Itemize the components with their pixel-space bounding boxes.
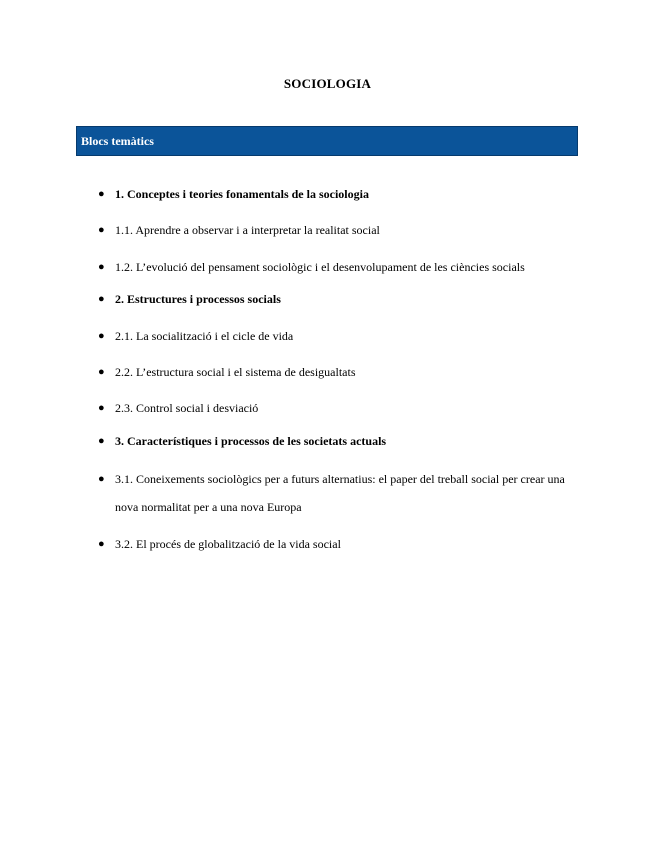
topic-item-2-1 — [98, 322, 588, 350]
topic-heading-2 — [98, 285, 588, 313]
bullet-icon: ● — [98, 261, 105, 273]
bullet-icon: ● — [98, 538, 105, 550]
topic-item-1-1 — [98, 216, 588, 244]
topic-item-2-3 — [98, 394, 588, 422]
topic-heading-1 — [98, 180, 588, 208]
topic-heading-text: 3. Característiques i processos de les societats actuals — [115, 434, 387, 448]
topic-heading-text: 2. Estructures i processos socials — [115, 292, 281, 306]
bullet-icon: ● — [98, 293, 105, 305]
topic-heading-text: 1. Conceptes i teories fonamentals de la sociologia — [115, 187, 369, 201]
bullet-icon: ● — [98, 224, 105, 236]
topic-item-text: 2.1. La socialització i el cicle de vida — [115, 329, 294, 343]
topic-item-2-2 — [98, 358, 588, 386]
page-title: SOCIOLOGIA — [283, 76, 372, 91]
bullet-icon: ● — [98, 366, 105, 378]
topic-item-text: 2.2. L’estructura social i el sistema de desigualtats — [115, 365, 356, 379]
topic-heading-3 — [98, 427, 588, 455]
topic-item-text: 1.2. L’evolució del pensament sociològic i el desenvolupament de les ciències socials — [115, 260, 525, 274]
topic-item-text: 2.3. Control social i desviació — [115, 401, 259, 415]
section-header-label: Blocs temàtics — [81, 134, 154, 148]
bullet-icon: ● — [98, 435, 105, 447]
topic-item-3-1 — [98, 465, 588, 521]
bullet-icon: ● — [98, 330, 105, 342]
topic-item-text: 3.2. El procés de globalització de la vida social — [115, 537, 341, 551]
topic-item-text: 3.1. Coneixements sociològics per a futurs alternatius: el paper del treball social per crear una nova normalitat per a una nova Europa — [115, 472, 565, 514]
bullet-icon: ● — [98, 473, 105, 485]
topic-item-3-2 — [98, 530, 588, 558]
topic-item-1-2 — [98, 253, 588, 281]
section-header-bar — [76, 126, 578, 156]
topic-item-text: 1.1. Aprendre a observar i a interpretar la realitat social — [115, 223, 380, 237]
bullet-icon: ● — [98, 188, 105, 200]
bullet-icon: ● — [98, 402, 105, 414]
